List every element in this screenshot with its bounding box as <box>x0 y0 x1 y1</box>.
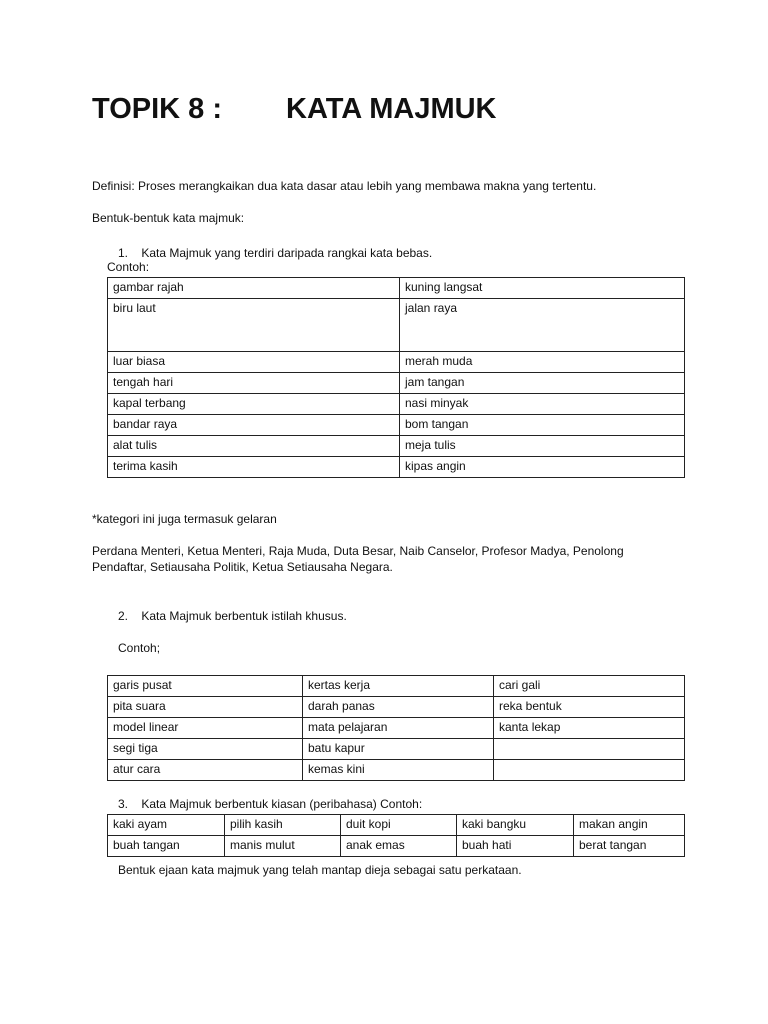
table-cell: kanta lekap <box>494 718 685 739</box>
table-cell: biru laut <box>108 299 400 352</box>
table-cell: kapal terbang <box>108 394 400 415</box>
table-cell: bandar raya <box>108 415 400 436</box>
table-row <box>108 718 685 739</box>
table-cell: tengah hari <box>108 373 400 394</box>
section1-heading: 1. Kata Majmuk yang terdiri daripada rangkai kata bebas. <box>118 246 433 260</box>
titles-line-1: Perdana Menteri, Ketua Menteri, Raja Muda, Duta Besar, Naib Canselor, Profesor Madya, Penolong <box>92 544 624 558</box>
table-cell: mata pelajaran <box>303 718 494 739</box>
section1-example-label: Contoh: <box>107 260 150 274</box>
table-cell: pilih kasih <box>225 815 341 836</box>
topic-number: TOPIK 8 : <box>92 93 222 125</box>
table-row <box>108 457 685 478</box>
table-cell: batu kapur <box>303 739 494 760</box>
table-cell: pita suara <box>108 697 303 718</box>
table-cell: terima kasih <box>108 457 400 478</box>
table-cell: gambar rajah <box>108 278 400 299</box>
table-cell: alat tulis <box>108 436 400 457</box>
table-cell: berat tangan <box>574 836 685 857</box>
table-special-terms <box>107 675 685 781</box>
table-cell: atur cara <box>108 760 303 781</box>
table-cell: garis pusat <box>108 676 303 697</box>
table-row <box>108 836 685 857</box>
table-cell: model linear <box>108 718 303 739</box>
table-row <box>108 373 685 394</box>
table-row <box>108 278 685 299</box>
table-cell: jalan raya <box>400 299 685 352</box>
table-row <box>108 760 685 781</box>
table-figurative <box>107 814 685 857</box>
titles-line-2: Pendaftar, Setiausaha Politik, Ketua Setiausaha Negara. <box>92 560 393 574</box>
table-cell: kaki bangku <box>457 815 574 836</box>
table-row <box>108 415 685 436</box>
table-row <box>108 676 685 697</box>
table-row <box>108 299 685 352</box>
table-cell: meja tulis <box>400 436 685 457</box>
table-cell: nasi minyak <box>400 394 685 415</box>
table-cell: duit kopi <box>341 815 457 836</box>
table-cell: kuning langsat <box>400 278 685 299</box>
table-cell: reka bentuk <box>494 697 685 718</box>
definition: Definisi: Proses merangkaikan dua kata dasar atau lebih yang membawa makna yang tertentu. <box>92 179 597 193</box>
section2-heading: 2. Kata Majmuk berbentuk istilah khusus. <box>118 609 347 623</box>
table-cell <box>494 739 685 760</box>
table-cell: luar biasa <box>108 352 400 373</box>
table-cell: darah panas <box>303 697 494 718</box>
table-row <box>108 739 685 760</box>
table-row <box>108 815 685 836</box>
forms-heading: Bentuk-bentuk kata majmuk: <box>92 211 245 225</box>
table-cell: buah hati <box>457 836 574 857</box>
table-cell: anak emas <box>341 836 457 857</box>
table-cell: makan angin <box>574 815 685 836</box>
table-row <box>108 436 685 457</box>
page-title: KATA MAJMUK <box>286 93 497 125</box>
table-free-compounds <box>107 277 685 478</box>
table-row <box>108 394 685 415</box>
table-cell: kemas kini <box>303 760 494 781</box>
table-cell: jam tangan <box>400 373 685 394</box>
table-cell: segi tiga <box>108 739 303 760</box>
table-cell: buah tangan <box>108 836 225 857</box>
table-row <box>108 352 685 373</box>
table-cell: kaki ayam <box>108 815 225 836</box>
table-cell: merah muda <box>400 352 685 373</box>
table-row <box>108 697 685 718</box>
table-cell: kipas angin <box>400 457 685 478</box>
section3-heading: 3. Kata Majmuk berbentuk kiasan (peribahasa) Contoh: <box>118 797 423 811</box>
table-cell <box>494 760 685 781</box>
table-cell: kertas kerja <box>303 676 494 697</box>
closing-text: Bentuk ejaan kata majmuk yang telah mantap dieja sebagai satu perkataan. <box>118 863 522 877</box>
table-cell: bom tangan <box>400 415 685 436</box>
section2-example-label: Contoh; <box>118 641 161 655</box>
table-cell: manis mulut <box>225 836 341 857</box>
table-cell: cari gali <box>494 676 685 697</box>
note: *kategori ini juga termasuk gelaran <box>92 512 277 526</box>
